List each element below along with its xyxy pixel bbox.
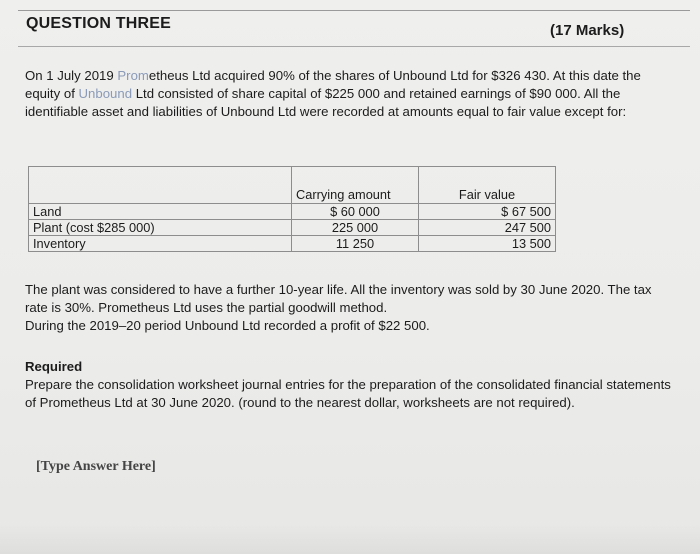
- table-row: [29, 236, 556, 252]
- required-section: [25, 358, 675, 412]
- top-divider: [18, 10, 690, 11]
- page-shadow: [0, 524, 700, 554]
- plant-text: The plant was considered to have a further 10-year life. All the inventory was sold by 30 June 2020. The tax rate is 30%. Prometheus Ltd uses the partial goodwill method.: [25, 282, 652, 315]
- plant-paragraph: [25, 281, 675, 335]
- header-fair-value: Fair value: [419, 167, 556, 204]
- profit-text: During the 2019–20 period Unbound Ltd recorded a profit of $22 500.: [25, 318, 430, 333]
- marks-label: (17 Marks): [550, 22, 625, 39]
- table-row: [29, 204, 556, 220]
- header-blank-cell: [29, 167, 292, 204]
- fair-value-table: [28, 166, 556, 252]
- row-fair: $ 67 500: [419, 204, 556, 220]
- intro-text-3: Ltd consisted of share capital of $225 000 and retained earnings of $90 000. All the identifiable asset and liabilities of Unbound Ltd were recorded at amounts equal to fair value except for:: [25, 86, 627, 119]
- intro-faded-2: Unbound: [78, 86, 133, 101]
- row-carrying: 225 000: [292, 220, 419, 236]
- intro-faded-1: Prom: [117, 68, 149, 83]
- table-row: [29, 220, 556, 236]
- row-item: Inventory: [29, 236, 292, 252]
- header-divider: [18, 46, 690, 47]
- row-item: Land: [29, 204, 292, 220]
- required-text: Prepare the consolidation worksheet journal entries for the preparation of the consolidated financial statements of Prometheus Ltd at 30 June 2020. (round to the nearest dollar, worksheets are not required).: [25, 377, 671, 410]
- header-carrying-amount: Carrying amount: [292, 167, 419, 204]
- intro-text-2: etheus Ltd acquired 90% of the shares of Unbound Ltd for $326 430. At this date the equity of: [25, 68, 641, 101]
- row-fair: 247 500: [419, 220, 556, 236]
- intro-text-1: On 1 July 2019: [25, 68, 118, 83]
- row-fair: 13 500: [419, 236, 556, 252]
- row-carrying: $ 60 000: [292, 204, 419, 220]
- question-title: QUESTION THREE: [26, 15, 172, 32]
- intro-paragraph: [25, 67, 675, 121]
- required-heading: Required: [25, 359, 83, 374]
- answer-placeholder[interactable]: [Type Answer Here]: [36, 459, 156, 474]
- table-header-row: [29, 167, 556, 204]
- row-carrying: 11 250: [292, 236, 419, 252]
- row-item: Plant (cost $285 000): [29, 220, 292, 236]
